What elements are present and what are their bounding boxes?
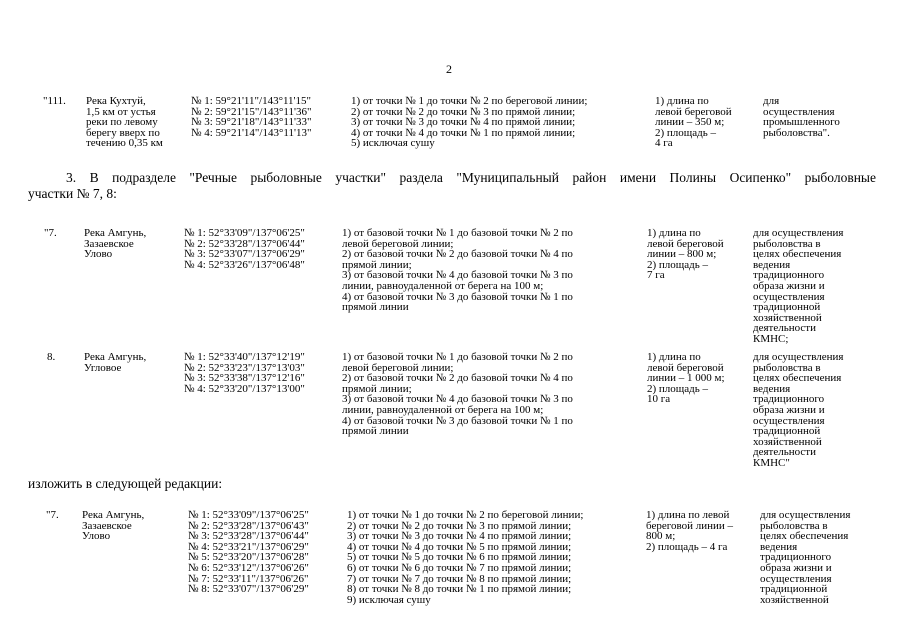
purpose: для осуществления рыболовства в целях обеспечения ведения традиционного образа жизни и осуществления традиционной хозяйственной деятельности КМНС" <box>753 351 844 469</box>
boundaries: 1) от точки № 1 до точки № 2 по береговой линии; 2) от точки № 2 до точки № 3 по прямой линии; 3) от точки № 3 до точки № 4 по прямой линии; 4) от точки № 4 до точки № 1 по прямой линии; 5) исключая сушу <box>351 95 588 150</box>
purpose: для осуществления рыболовства в целях обеспечения ведения традиционного образа жизни и осуществления традиционной хозяйственной <box>760 509 851 606</box>
purpose: для осуществления промышленного рыболовства". <box>763 95 840 139</box>
coordinates: № 1: 52°33'09"/137°06'25" № 2: 52°33'28"/137°06'43" № 3: 52°33'28"/137°06'44" № 4: 52°33'21"/137°06'29" № 5: 52°33'20"/137°06'28" № 6: 52°33'12"/137°06'26" № 7: 52°33'11"/137°06'26" № 8: 52°33'07"/137°06'29" <box>188 509 309 596</box>
boundaries: 1) от базовой точки № 1 до базовой точки № 2 по левой береговой линии; 2) от базовой точки № 2 до базовой точки № 4 по прямой линии; 3) от базовой точки № 4 до базовой точки № 3 по линии, равноудаленной от берега на 100 м; 4) от базовой точки № 3 до базовой точки № 1 по прямой линии <box>342 227 573 314</box>
coordinates: № 1: 52°33'40"/137°12'19" № 2: 52°33'23"/137°13'03" № 3: 52°33'38"/137°12'16" № 4: 52°33'20"/137°13'00" <box>184 351 305 395</box>
new-edition-intro: изложить в следующей редакции: <box>28 476 223 491</box>
paragraph-3: 3. В подразделе "Речные рыболовные участки" раздела "Муниципальный район имени Полины Осипенко" рыболовные участки № 7, 8: <box>28 170 876 201</box>
coordinates: № 1: 59°21'11"/143°11'15" № 2: 59°21'15"/143°11'36" № 3: 59°21'18"/143°11'33" № 4: 59°21'14"/143°11'13" <box>191 95 312 139</box>
area-size: 1) длина по левой береговой линии – 800 м; 2) площадь – 4 га <box>646 509 733 553</box>
area-name: Река Кухтуй, 1,5 км от устья реки по левому берегу вверх по течению 0,35 км <box>86 95 163 150</box>
purpose: для осуществления рыболовства в целях обеспечения ведения традиционного образа жизни и осуществления традиционной хозяйственной деятельности КМНС; <box>753 227 844 345</box>
row-number: 8. <box>47 351 56 363</box>
area-name: Река Амгунь, Зазаевское Улово <box>84 227 147 261</box>
coordinates: № 1: 52°33'09"/137°06'25" № 2: 52°33'28"/137°06'44" № 3: 52°33'07"/137°06'29" № 4: 52°33'26"/137°06'48" <box>184 227 305 271</box>
row-number: "111. <box>43 95 66 107</box>
boundaries: 1) от базовой точки № 1 до базовой точки № 2 по левой береговой линии; 2) от базовой точки № 2 до базовой точки № 4 по прямой линии; 3) от базовой точки № 4 до базовой точки № 3 по линии, равноудаленной от берега на 100 м; 4) от базовой точки № 3 до базовой точки № 1 по прямой линии <box>342 351 573 438</box>
boundaries: 1) от точки № 1 до точки № 2 по береговой линии; 2) от точки № 2 до точки № 3 по прямой линии; 3) от точки № 3 до точки № 4 по прямой линии; 4) от точки № 4 до точки № 5 по прямой линии; 5) от точки № 5 до точки № 6 по прямой линии; 6) от точки № 6 до точки № 7 по прямой линии; 7) от точки № 7 до точки № 8 по прямой линии; 8) от точки № 8 до точки № 1 по прямой линии; 9) исключая сушу <box>347 509 584 606</box>
row-number: "7. <box>46 509 59 521</box>
area-size: 1) длина по левой береговой линии – 350 м; 2) площадь – 4 га <box>655 95 732 150</box>
area-name: Река Амгунь, Угловое <box>84 351 147 374</box>
page-number: 2 <box>446 62 452 76</box>
row-number: "7. <box>44 227 57 239</box>
area-size: 1) длина по левой береговой линии – 800 м; 2) площадь – 7 га <box>647 227 724 282</box>
area-size: 1) длина по левой береговой линии – 1 000 м; 2) площадь – 10 га <box>647 351 725 406</box>
area-name: Река Амгунь, Зазаевское Улово <box>82 509 145 543</box>
